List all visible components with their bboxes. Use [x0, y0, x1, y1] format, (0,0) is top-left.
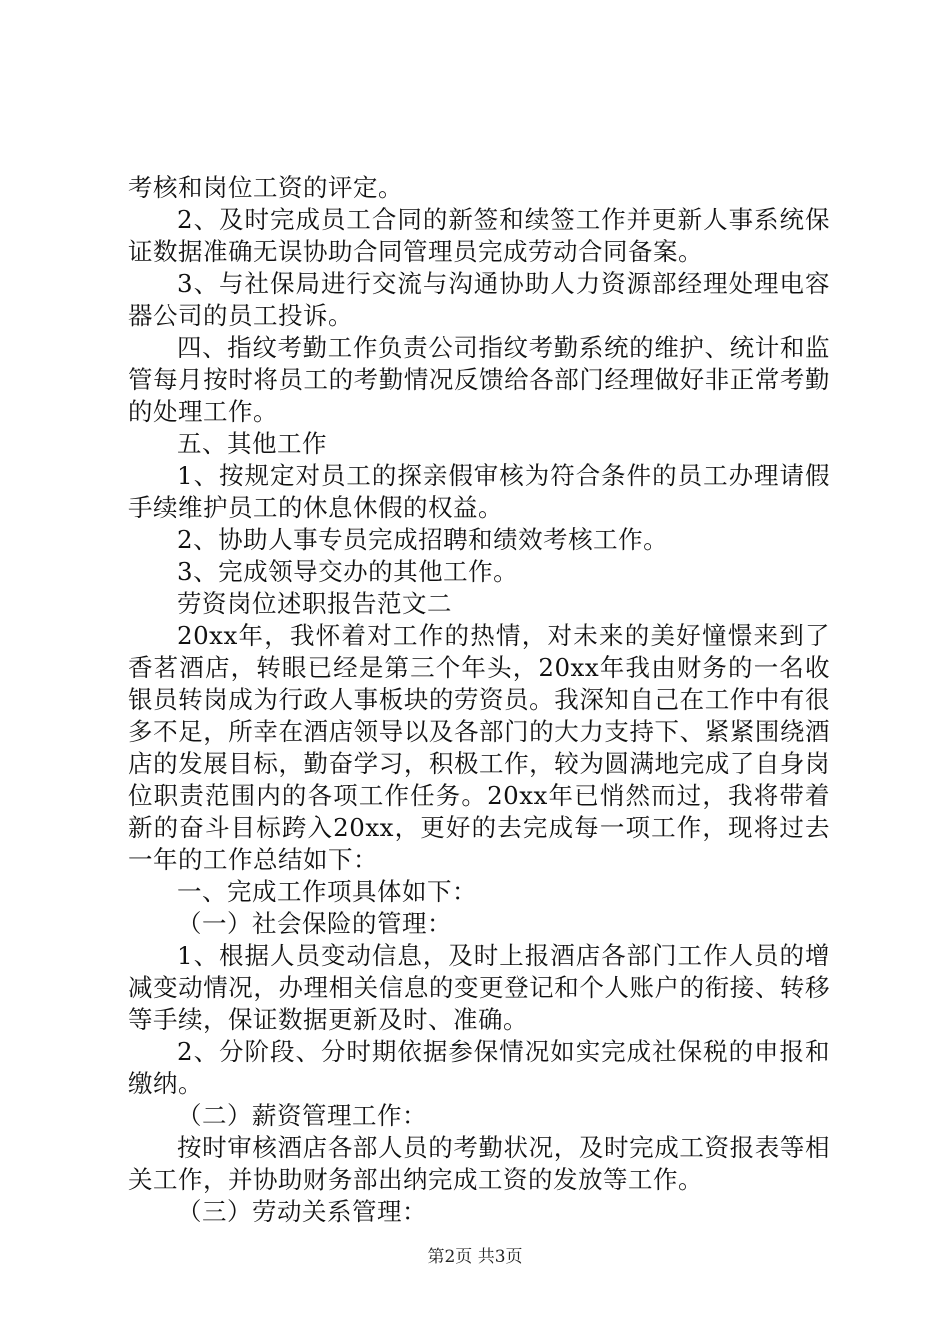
paragraph: 按时审核酒店各部人员的考勤状况，及时完成工资报表等相关工作，并协助财务部出纳完成工资的发放等工作。	[128, 1133, 830, 1194]
paragraph: 3、与社保局进行交流与沟通协助人力资源部经理处理电容器公司的员工投诉。	[128, 269, 830, 330]
section-heading: 五、其他工作	[177, 429, 327, 458]
paragraph: 1、按规定对员工的探亲假审核为符合条件的员工办理请假手续维护员工的休息休假的权益。	[128, 461, 830, 522]
paragraph: 2、分阶段、分时期依据参保情况如实完成社保税的申报和缴纳。	[128, 1037, 830, 1098]
paragraph: 3、完成领导交办的其他工作。	[177, 557, 519, 586]
paragraph: 2、协助人事专员完成招聘和绩效考核工作。	[177, 525, 669, 554]
section-heading: 一、完成工作项具体如下：	[177, 877, 477, 906]
paragraph: 20xx年，我怀着对工作的热情，对未来的美好憧憬来到了香茗酒店，转眼已经是第三个年头，20xx年我由财务的一名收银员转岗成为行政人事板块的劳资员。我深知自己在工作中有很多不足，所幸在酒店领导以及各部门的大力支持下、紧紧围绕酒店的发展目标，勤奋学习，积极工作，较为圆满地完成了自身岗位职责范围内的各项工作任务。20xx年已悄然而过，我将带着新的奋斗目标跨入20xx，更好的去完成每一项工作，现将过去一年的工作总结如下：	[128, 621, 830, 874]
subsection-heading: （二）薪资管理工作：	[177, 1101, 427, 1130]
paragraph: 四、指纹考勤工作负责公司指纹考勤系统的维护、统计和监管每月按时将员工的考勤情况反馈给各部门经理做好非正常考勤的处理工作。	[128, 333, 830, 426]
document-body	[128, 172, 830, 1228]
paragraph: 考核和岗位工资的评定。	[128, 173, 403, 202]
paragraph: 1、根据人员变动信息，及时上报酒店各部门工作人员的增减变动情况，办理相关信息的变更登记和个人账户的衔接、转移等手续，保证数据更新及时、准确。	[128, 941, 830, 1034]
subsection-heading: （一）社会保险的管理：	[177, 909, 452, 938]
subsection-heading: （三）劳动关系管理：	[177, 1197, 427, 1226]
document-subtitle: 劳资岗位述职报告范文二	[177, 589, 452, 618]
page-number-footer: 第2页 共3页	[427, 1247, 523, 1267]
paragraph: 2、及时完成员工合同的新签和续签工作并更新人事系统保证数据准确无误协助合同管理员完成劳动合同备案。	[128, 205, 830, 266]
